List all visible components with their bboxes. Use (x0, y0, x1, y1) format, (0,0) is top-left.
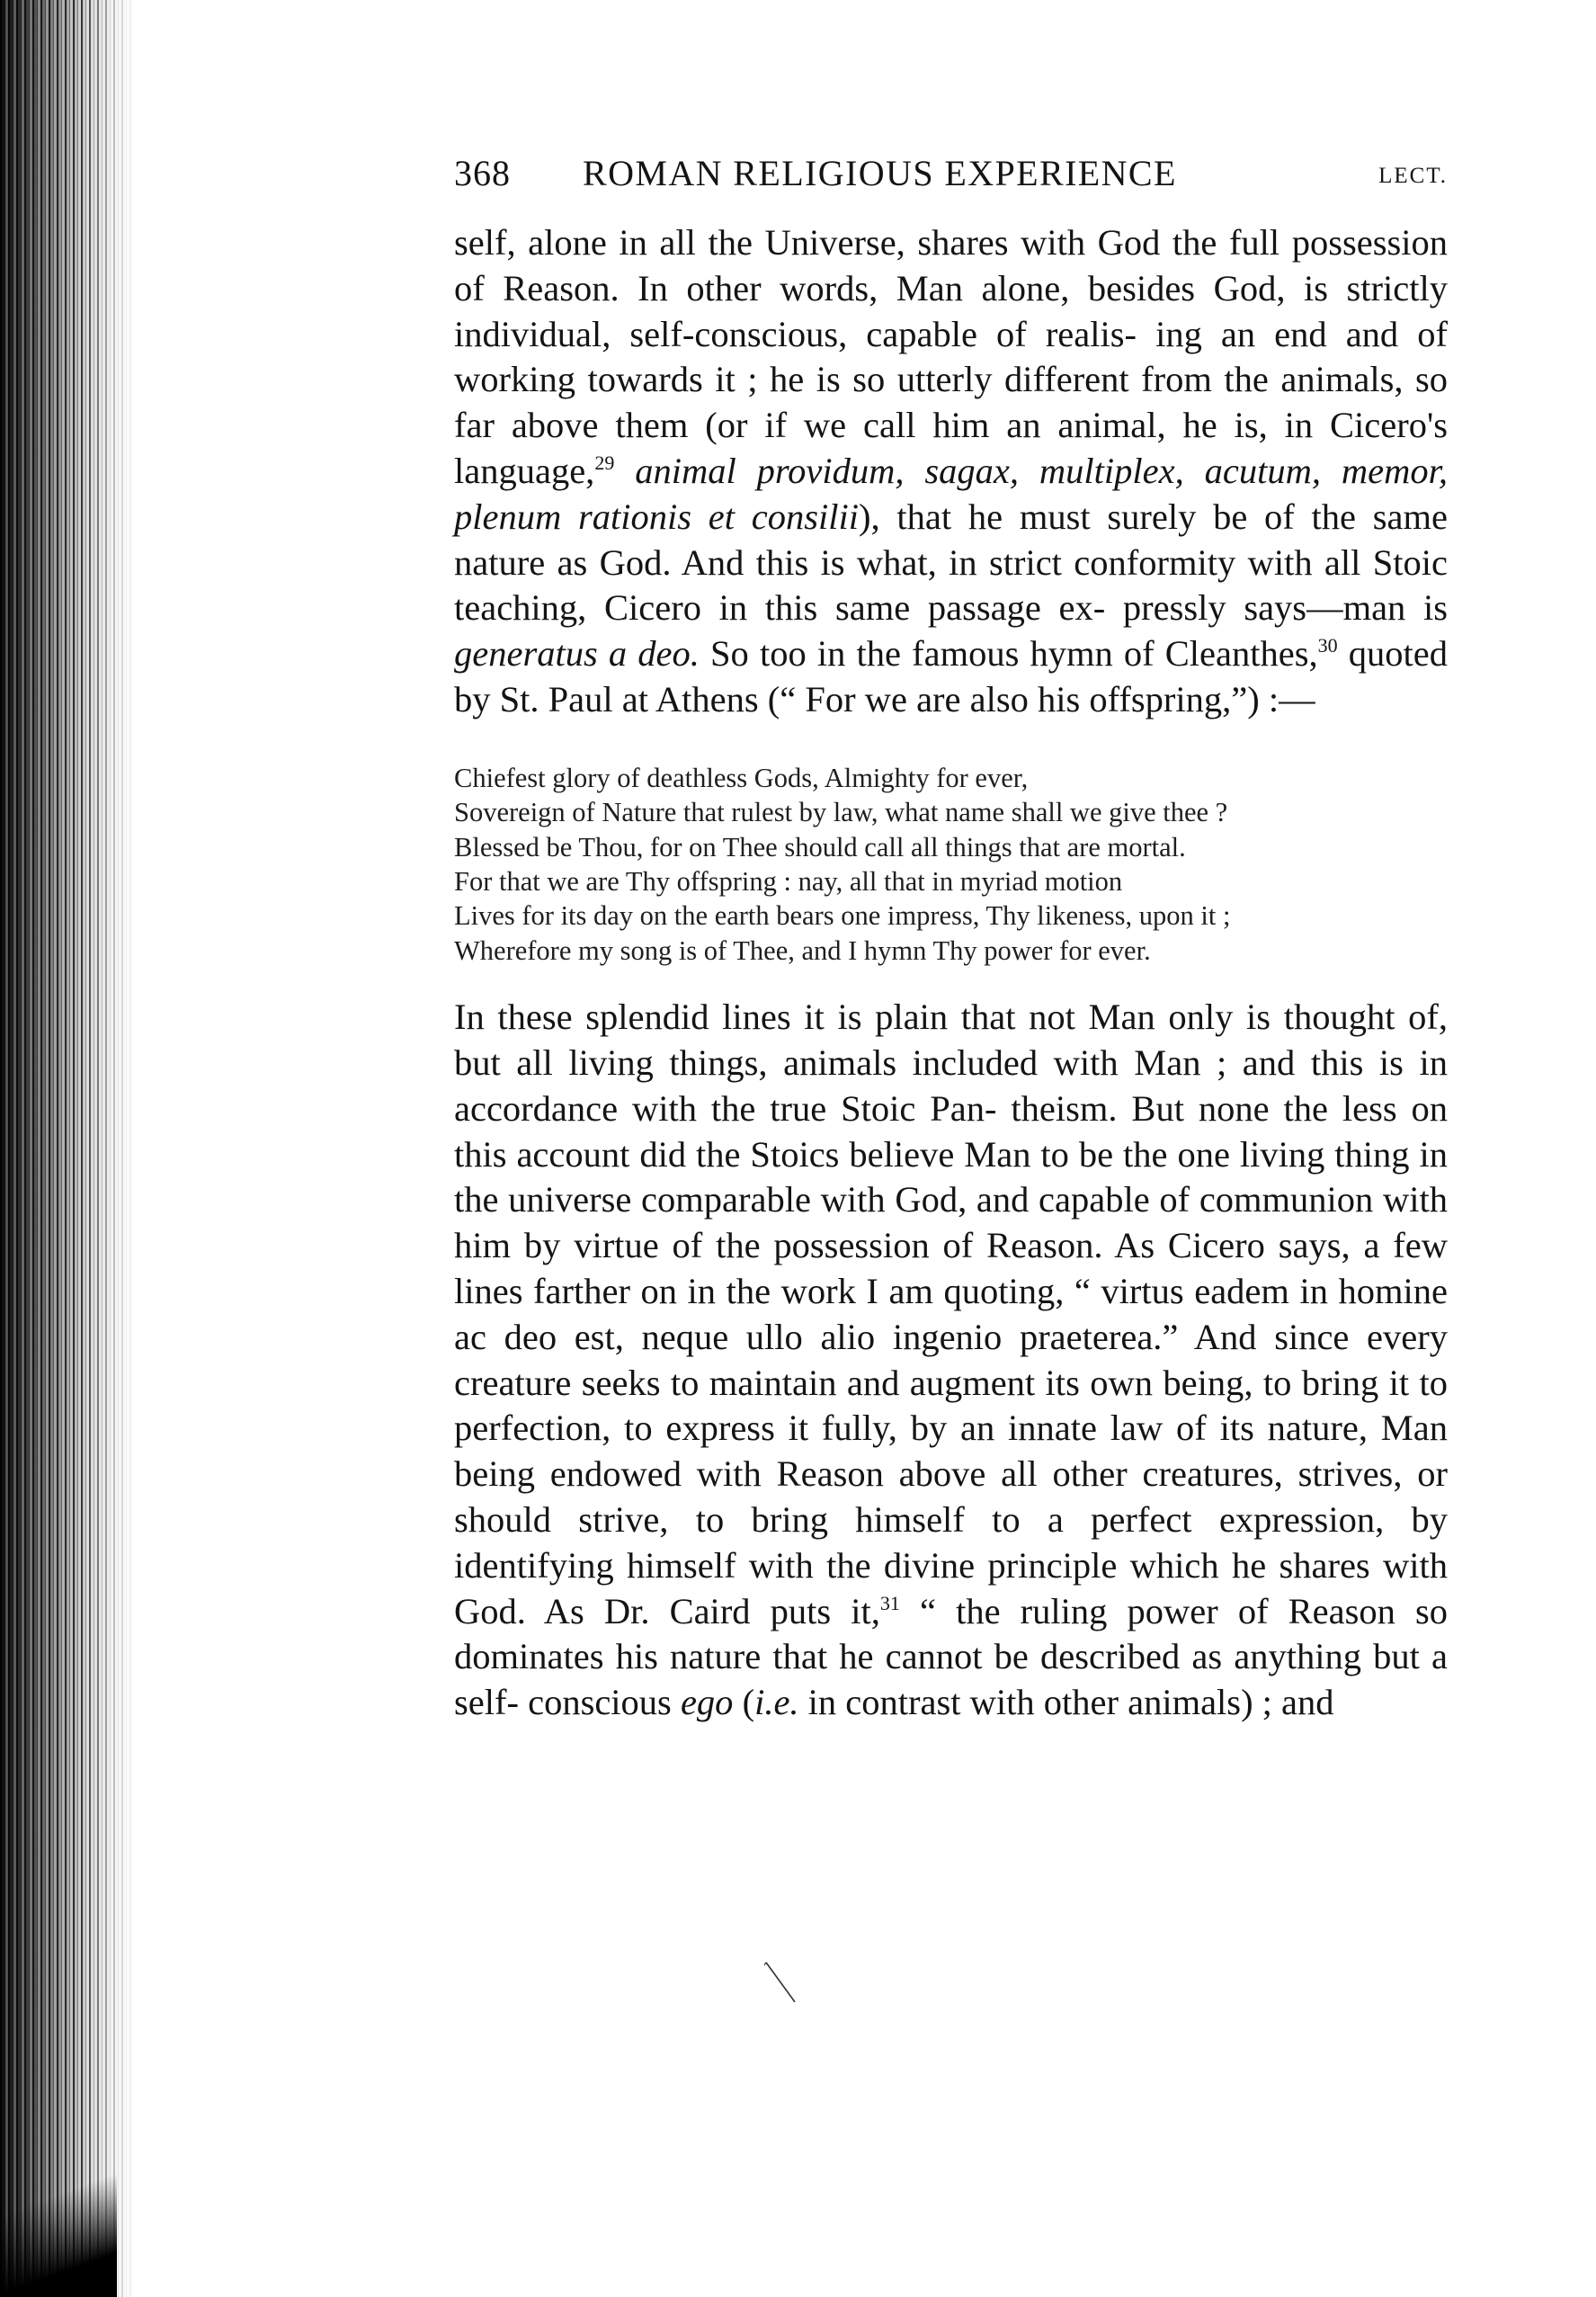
page-edges (0, 0, 135, 2297)
poem-line: Lives for its day on the earth bears one impress, Thy likeness, upon it ; (454, 900, 1231, 932)
footnote-ref-29: 29 (594, 451, 615, 474)
footnote-ref-31: 31 (879, 1591, 900, 1614)
running-title: ROMAN RELIGIOUS EXPERIENCE (583, 153, 1177, 193)
running-head (454, 133, 1448, 214)
latin-word-ego: ego (680, 1682, 734, 1723)
book-gutter (0, 0, 135, 2297)
latin-quote-animal: animal providum, sagax, multiplex, acutum, memor, plenum rationis et consilii (454, 450, 1448, 537)
latin-quote-generatus: generatus a deo. (454, 633, 700, 675)
paragraph-2-text-b: “ the ruling power of Reason so dominates his nature that he cannot be described as anything but a self- conscious (454, 1590, 1448, 1723)
page-number: 368 (454, 153, 511, 193)
paragraph-1 (454, 220, 1448, 723)
body-text (454, 220, 1448, 1726)
paragraph-1-text-b: ), that he must surely be of the same nature as God. And this is what, in strict conformity with all Stoic teaching, Cicero in this same passage ex- pressly says—man is (454, 496, 1448, 629)
footnote-ref-30: 30 (1317, 634, 1338, 657)
pencil-mark (764, 1961, 800, 2006)
paragraph-1-text-a: self, alone in all the Universe, shares with God the full possession of Reason. In other words, Man alone, besides God, is strictly individual, self-conscious, capable of realis- ing an end and of working towards it ; he is so utterly different from the animals, so far above them (or if we call him an animal, he is, in Cicero's language, (454, 222, 1448, 491)
paragraph-2-text-a: In these splendid lines it is plain that not Man only is thought of, but all living things, animals included with Man ; and this is in accordance with the true Stoic Pan- theism. But none the less on this account did the Stoics believe Man to be the one living thing in the universe comparable with God, and capable of communion with him by virtue of the possession of Reason. As Cicero says, a few lines farther on in the work I am quoting, “ virtus eadem in homine ac deo est, neque ullo alio ingenio praeterea.” And since every creature seeks to maintain and augment its own being, to bring it to perfection, to express it fully, by an innate law of its nature, Man being endowed with Reason above all other creatures, strives, or should strive, to bring himself to a perfect expression, by identifying himself with the divine principle which he shares with God. As Dr. Caird puts it, (454, 997, 1448, 1631)
paragraph-2 (454, 995, 1448, 1726)
poem-line: Sovereign of Nature that rulest by law, what name shall we give thee ? (454, 797, 1228, 828)
paragraph-1-text-d: quoted by St. Paul at Athens (“ For we are also his offspring,”) :— (454, 633, 1449, 719)
paragraph-2-text-c: in contrast with other animals) ; and (807, 1682, 1334, 1723)
poem-line: Wherefore my song is of Thee, and I hymn Thy power for ever. (454, 934, 1151, 966)
poem-line: Blessed be Thou, for on Thee should call all things that are mortal. (454, 831, 1186, 862)
book-page (454, 133, 1448, 1726)
hymn-of-cleanthes (454, 761, 1448, 968)
abbrev-ie: i.e. (754, 1682, 799, 1723)
poem-line: For that we are Thy offspring : nay, all that in myriad motion (454, 865, 1123, 897)
poem-line: Chiefest glory of deathless Gods, Almighty for ever, (454, 762, 1029, 793)
paren-open: ( (742, 1682, 755, 1723)
gutter-corner-shadow (0, 2162, 117, 2297)
lecture-marker: LECT. (1378, 164, 1448, 188)
paragraph-1-text-c: So too in the famous hymn of Cleanthes, (710, 633, 1318, 675)
